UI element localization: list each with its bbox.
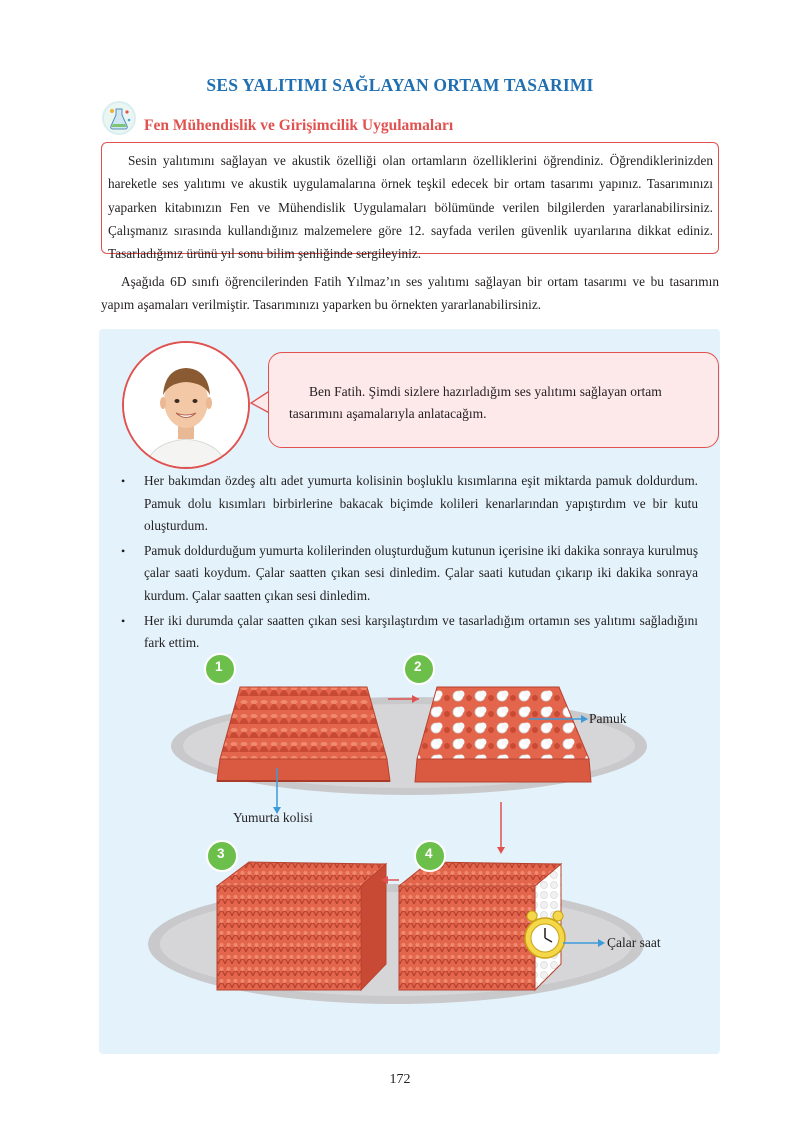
activity-instructions-box <box>101 142 719 262</box>
procedure-steps-list <box>118 470 698 657</box>
page-title: SES YALITIMI SAĞLAYAN ORTAM TASARIMI <box>206 75 594 95</box>
speech-bubble <box>268 352 719 448</box>
alarm-clock-label: Çalar saat <box>607 935 661 950</box>
alarm-clock-icon <box>525 911 565 958</box>
construction-steps-figure <box>99 640 720 1054</box>
step-number-1: 1 <box>215 659 223 674</box>
activity-instructions-text: Sesin yalıtımını sağlayan ve akustik özelliği olan ortamların özelliklerini öğrendiniz. Öğrendiklerinizden hareketle ses yalıtımı ve akustik uygulamalarına örnek teşkil edecek bir ortam tasarımı yapınız. Tasarımınızı yaparken kitabınızın Fen ve Mühendislik Uygulamaları bölümünde verilen bilgilerden yararlanabilirsiniz. Çalışmanız sırasında kullandığınız malzemelere göre 12. sayfada verilen güvenlik uyarılarına dikkat ediniz. Tasarladığınız ürünü yıl sonu bilim şenliğinde sergileyiniz. <box>108 153 713 262</box>
egg-carton-empty <box>217 687 390 781</box>
intro-text: Aşağıda 6D sınıfı öğrencilerinden Fatih Yılmaz’ın ses yalıtımı sağlayan bir ortam tasarımı ve bu tasarımın yapım aşamaları verilmiştir. Tasarımınızı yaparken bu örnekten yararlanabilirsiniz. <box>101 274 719 313</box>
section-title: Fen Mühendislik ve Girişimcilik Uygulamaları <box>144 117 454 134</box>
page-number: 172 <box>389 1072 411 1087</box>
student-avatar <box>122 341 250 469</box>
science-flask-icon <box>101 100 137 136</box>
carton-box-with-clock <box>399 862 565 990</box>
speech-text: Ben Fatih. Şimdi sizlere hazırladığım ses yalıtımı sağlayan ortam tasarımını aşamalarıyla anlatacağım. <box>289 384 662 421</box>
list-item: • Pamuk doldurduğum yumurta kolilerinden oluşturduğum kutunun içerisine iki dakika sonraya kurulmuş çalar saati koydum. Çalar saatten çıkan sesi dinledim. Çalar saati kutudan çıkarıp iki dakika sonraya kurdum. Çalar saatten çıkan sesi dinledim. <box>118 540 698 608</box>
step-number-2: 2 <box>414 659 422 674</box>
intro-paragraph <box>101 270 719 316</box>
egg-carton-with-cotton <box>415 687 591 782</box>
cotton-label: Pamuk <box>589 711 627 726</box>
step-number-3: 3 <box>217 846 225 861</box>
carton-box-closed <box>217 862 386 990</box>
step-number-4: 4 <box>425 846 433 861</box>
list-item: • Her bakımdan özdeş altı adet yumurta kolisinin boşluklu kısımlarına eşit miktarda pamuk doldurdum. Pamuk dolu kısımları birbirlerine bakacak biçimde kolileri kenarlarından yapıştırdım ve bir kutu oluşturdum. <box>118 470 698 538</box>
list-item: • Her iki durumda çalar saatten çıkan sesi karşılaştırdım ve tasarladığım ortamın ses yalıtımı sağladığını fark ettim. <box>118 610 698 655</box>
egg-carton-label: Yumurta kolisi <box>233 810 313 825</box>
